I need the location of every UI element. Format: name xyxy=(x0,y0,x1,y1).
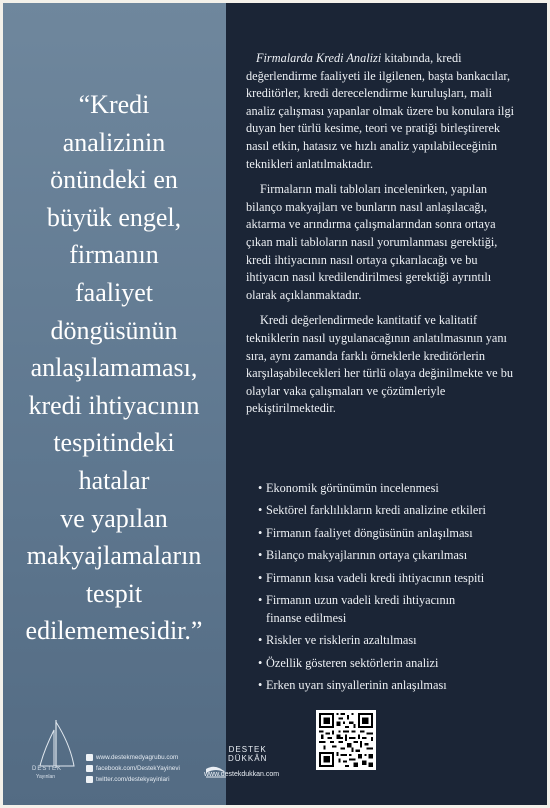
twitter-icon xyxy=(86,776,93,783)
list-item-continuation: finanse edilmesi xyxy=(266,610,347,625)
description-paragraph-1 xyxy=(246,50,518,173)
topics-list xyxy=(258,480,528,699)
qr-code-graphic xyxy=(319,713,373,767)
website-row[interactable] xyxy=(86,752,180,763)
publisher-sub: Yayınları xyxy=(36,774,56,780)
quote-line: makyajlamaların xyxy=(26,541,202,571)
quote-line: edilememesidir.” xyxy=(25,616,203,646)
quote-line: tespitindeki xyxy=(53,428,175,458)
twitter-link[interactable]: twitter.com/destekyayinlari xyxy=(96,776,170,783)
quote-line: tespit xyxy=(85,578,143,608)
quote-line: analizinin xyxy=(62,127,166,157)
quote-line: “Kredi xyxy=(78,90,150,119)
list-item: • Özellik gösteren sektörlerin analizi xyxy=(258,655,528,673)
list-item: • Riskler ve risklerin azaltılması xyxy=(258,632,528,650)
bullet: • xyxy=(258,633,263,648)
bullet: • xyxy=(258,655,263,670)
bullet: • xyxy=(258,481,263,495)
p1-text: kitabında, kredi değerlendirme faaliyeti ile ilgilenen, başta bankacılar, kreditörler, kredi derecelendirme kuruluşları, mali analiz çalışması yapanlar olmak üzere bu konulara ilgi duyan her türlü kesime, teori ve pratiği birleştirerek nasıl etkin, hatasız ve hızlı analiz yapılabileceğinin teknikleri anlatılmaktadır. xyxy=(246,51,515,171)
store-name xyxy=(228,745,267,763)
quote-line: büyük engel, xyxy=(46,202,182,232)
facebook-row[interactable] xyxy=(86,763,180,774)
quote-line: ve yapılan xyxy=(60,503,168,533)
list-item: • Sektörel farklılıkların kredi analizine etkileri xyxy=(258,502,528,520)
facebook-icon xyxy=(86,765,93,772)
description-paragraph-3: Kredi değerlendirmede kantitatif ve kalitatif tekniklerin nasıl uygulanacağının anlatılmasının yanı sıra, aynı zamanda farklı örneklerle kreditörlerin karşılaşabilecekleri her türlü olaya değinilmekte ve bu olaylar vaka çalışmaları ve çözümleriyle pekiştirilmektedir. xyxy=(246,313,514,416)
list-item: • Firmanın kısa vadeli kredi ihtiyacının tespiti xyxy=(258,570,528,588)
quote-line: kredi ihtiyacının xyxy=(28,390,200,420)
quote-line: anlaşılamaması, xyxy=(30,353,198,383)
store-line-1: DESTEK xyxy=(228,745,267,754)
list-item: • Firmanın faaliyet döngüsünün anlaşılması xyxy=(258,525,528,543)
book-title: Firmalarda Kredi Analizi xyxy=(256,51,382,65)
quote-line: faaliyet xyxy=(75,277,153,307)
bullet: • xyxy=(258,570,263,585)
bullet: • xyxy=(258,592,263,607)
quote-panel xyxy=(0,0,226,808)
website-link[interactable]: www.destekmedyagrubu.com xyxy=(96,754,179,761)
store-line-2: DÜKKÂN xyxy=(228,754,268,763)
publisher-name: DESTEK xyxy=(32,766,63,772)
twitter-row[interactable] xyxy=(86,774,180,785)
list-item: • Bilanço makyajlarının ortaya çıkarılması xyxy=(258,547,528,565)
quote-line: döngüsünün xyxy=(50,315,178,345)
list-item: • Firmanın uzun vadeli kredi ihtiyacının finanse edilmesi xyxy=(258,592,528,628)
quote-line: firmanın xyxy=(69,240,159,270)
bullet: • xyxy=(258,677,263,692)
list-item: • Ekonomik görünümün incelenmesi xyxy=(258,480,528,498)
facebook-link[interactable]: facebook.com/DestekYayinevi xyxy=(96,765,180,772)
social-links xyxy=(86,752,180,785)
description-paragraph-2: Firmaların mali tabloları incelenirken, yapılan bilanço makyajları ve bunların nasıl anlaşılacağı, aktarma ve arındırma çalışmalarından sonra ortaya çıkan mali tabloların nasıl yorumlanması gerektiği, kredi ihtiyacının nasıl ortaya çıkarılacağı ve bu ihtiyacın nasıl kredilendirilmesi gerektiği ayrıntılı olarak açıklanmaktadır. xyxy=(246,182,498,302)
web-icon xyxy=(86,754,93,761)
bullet: • xyxy=(258,525,263,540)
store-url[interactable]: www.destekdukkan.com xyxy=(204,771,280,778)
qr-code-icon[interactable] xyxy=(316,710,376,770)
description xyxy=(246,50,518,426)
quote-line: hatalar xyxy=(78,465,150,495)
quote-line: önündeki en xyxy=(50,165,178,195)
pull-quote xyxy=(14,86,214,650)
list-item: • Erken uyarı sinyallerinin anlaşılması xyxy=(258,677,528,695)
bullet: • xyxy=(258,548,263,563)
bullet: • xyxy=(258,503,263,518)
